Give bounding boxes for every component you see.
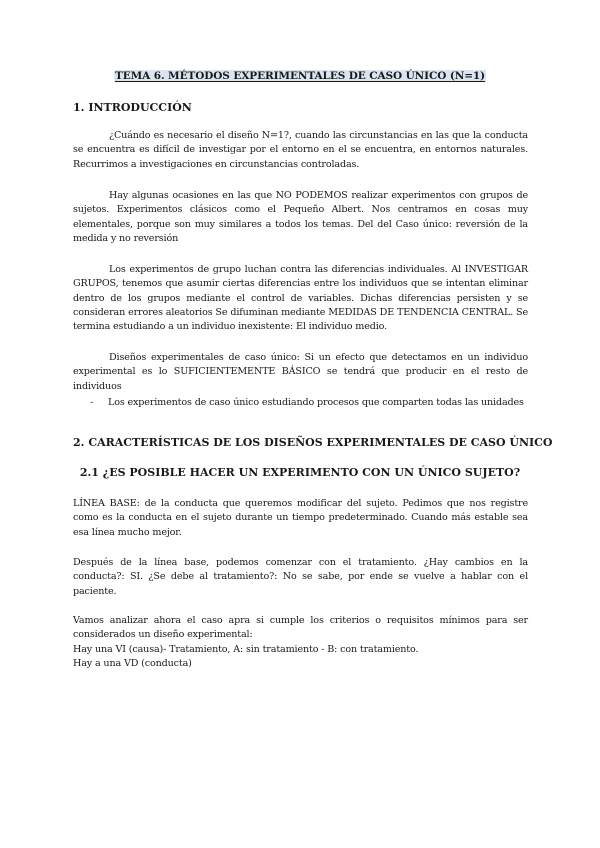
intro-paragraph-3 — [73, 263, 528, 334]
section-1-heading: 1. INTRODUCCIÓN — [73, 101, 192, 114]
intro-paragraph-3-text: Los experimentos de grupo luchan contra las diferencias individuales. Al INVESTIGAR GRUPOS, tenemos que asumir ciertas diferencias entre los individuos que se intentan eliminar dentro de los grupos mediante el control de variables. Dichas diferencias persisten y se consideran errores aleatorios Se difuminan mediante MEDIDAS DE TENDENCIA CENTRAL. Se termina estudiando a un individuo inexistente: El individuo medio. — [73, 264, 528, 333]
criteria-vd-line: Hay a una VD (conducta) — [73, 657, 192, 669]
section-2-heading: 2. CARACTERÍSTICAS DE LOS DISEÑOS EXPERIMENTALES DE CASO ÚNICO — [73, 436, 553, 449]
bullet-item — [90, 396, 530, 410]
intro-paragraph-4-text: Diseños experimentales de caso único: Si un efecto que detectamos en un individuo experimental es lo SUFICIENTEMENTE BÁSICO se tendrá que producir en el resto de individuos — [73, 352, 528, 392]
intro-paragraph-2 — [73, 189, 528, 246]
document-title-text: TEMA 6. MÉTODOS EXPERIMENTALES DE CASO ÚNICO (N=1) — [115, 70, 485, 82]
dash-bullet-icon: - — [90, 397, 94, 408]
intro-paragraph-4 — [73, 351, 528, 394]
section-2-1-subheading: 2.1 ¿ES POSIBLE HACER UN EXPERIMENTO CON UN ÚNICO SUJETO? — [79, 466, 521, 479]
criteria-intro: Vamos analizar ahora el caso apra si cumple los criterios o requisitos mínimos para ser considerados un diseño experimental: — [73, 615, 528, 641]
criteria-paragraph — [73, 614, 528, 671]
baseline-paragraph: LÍNEA BASE: de la conducta que queremos modificar del sujeto. Pedimos que nos registre como es la conducta en el sujeto durante un tiempo predeterminado. Cuando más estable sea esa línea mucho mejor. — [73, 498, 528, 538]
criteria-vi-line: Hay una VI (causa)- Tratamiento, A: sin tratamiento - B: con tratamiento. — [73, 643, 419, 655]
intro-paragraph-1 — [73, 129, 528, 172]
intro-paragraph-2-text: Hay algunas ocasiones en las que NO PODEMOS realizar experimentos con grupos de sujetos. Experimentos clásicos como el Pequeño Albert. Nos centramos en cosas muy elementales, porque son muy similares a todos los temas. Del del Caso único: reversión de la medida y no reversión — [73, 190, 528, 244]
bullet-item-text: Los experimentos de caso único estudiando procesos que comparten todas las unidades — [108, 397, 524, 408]
document-title — [0, 70, 600, 82]
intro-paragraph-1-text: ¿Cuándo es necesario el diseño N=1?, cuando las circunstancias en las que la conducta se encuentra es difícil de investigar por el entorno en el se encuentra, en entornos naturales. Recurrimos a investigaciones en circunstancias controladas. — [73, 130, 528, 170]
treatment-paragraph: Después de la línea base, podemos comenzar con el tratamiento. ¿Hay cambios en la conducta?: SI. ¿Se debe al tratamiento?: No se sabe, por ende se vuelve a hablar con el paciente. — [73, 557, 528, 597]
